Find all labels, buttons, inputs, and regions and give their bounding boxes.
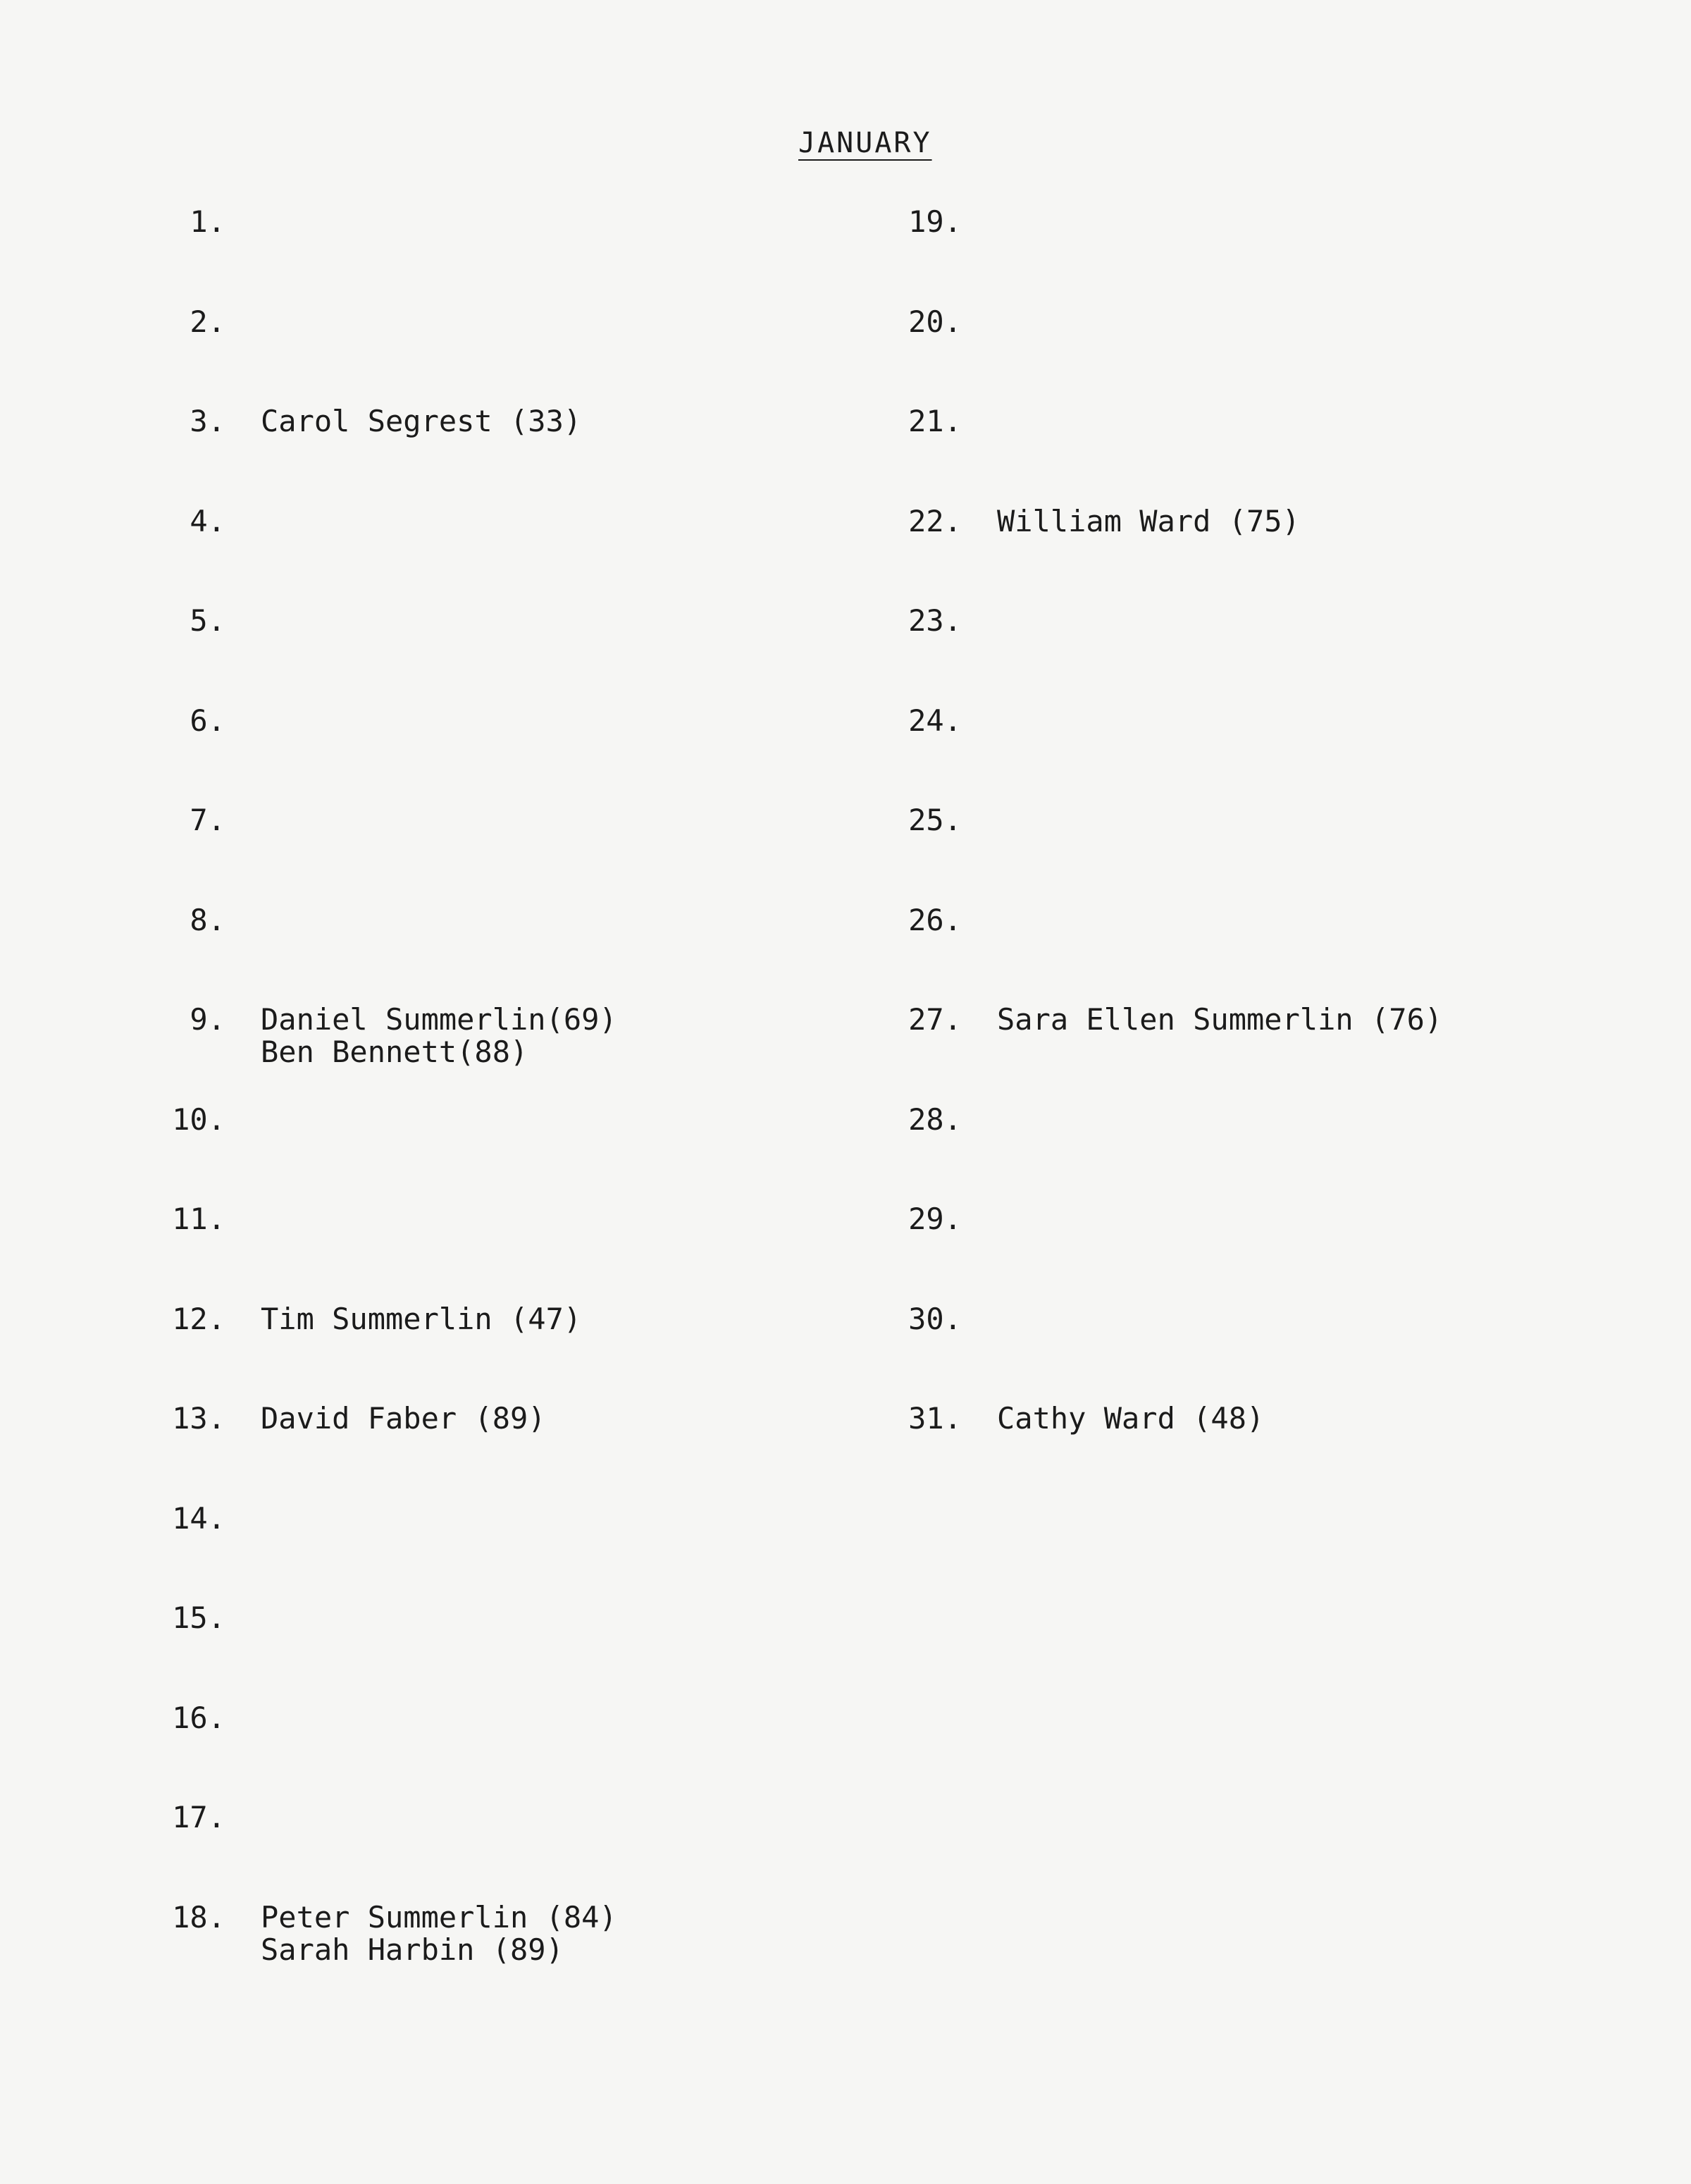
right-column bbox=[877, 206, 1652, 1503]
date-entry bbox=[141, 1104, 846, 1204]
date-entry bbox=[141, 605, 846, 705]
person-name: Ben Bennett(88) bbox=[261, 1035, 528, 1069]
date-entry bbox=[141, 904, 846, 1004]
date-entry bbox=[877, 705, 1652, 805]
date-entry bbox=[141, 1602, 846, 1702]
person-name: William Ward (75) bbox=[997, 503, 1300, 538]
date-entry bbox=[877, 505, 1652, 605]
birthday-names bbox=[261, 1303, 581, 1335]
day-number: 9. bbox=[190, 1002, 225, 1037]
day-number: 18. bbox=[172, 1899, 225, 1935]
date-entry bbox=[141, 306, 846, 406]
person-name: Daniel Summerlin(69) bbox=[261, 1002, 617, 1037]
date-entry bbox=[877, 405, 1652, 505]
person-name: Tim Summerlin (47) bbox=[261, 1301, 582, 1336]
day-number: 15. bbox=[172, 1600, 225, 1635]
date-entry bbox=[877, 1004, 1652, 1104]
birthday-names bbox=[261, 405, 581, 438]
date-entry bbox=[141, 705, 846, 805]
day-number: 4. bbox=[190, 503, 225, 538]
person-name: David Faber (89) bbox=[261, 1401, 546, 1436]
birthday-names bbox=[261, 1402, 546, 1435]
date-entry bbox=[877, 1303, 1652, 1403]
day-number: 27. bbox=[908, 1002, 962, 1037]
person-name: Peter Summerlin (84) bbox=[261, 1899, 617, 1935]
day-number: 19. bbox=[908, 204, 962, 239]
date-entry bbox=[141, 1702, 846, 1802]
birthday-names bbox=[261, 1901, 617, 1966]
birthday-names bbox=[997, 1402, 1264, 1435]
day-number: 28. bbox=[908, 1102, 962, 1137]
day-number: 29. bbox=[908, 1202, 962, 1236]
page-title: JANUARY bbox=[798, 127, 932, 159]
day-number: 11. bbox=[172, 1202, 225, 1236]
day-number: 14. bbox=[172, 1500, 225, 1536]
day-number: 1. bbox=[190, 204, 225, 239]
date-entry bbox=[877, 1104, 1652, 1204]
date-entry bbox=[877, 904, 1652, 1004]
day-number: 13. bbox=[172, 1401, 225, 1436]
day-number: 2. bbox=[190, 304, 225, 339]
date-entry bbox=[877, 306, 1652, 406]
date-entry bbox=[877, 206, 1652, 306]
birthday-names bbox=[997, 1004, 1442, 1036]
date-entry bbox=[141, 1402, 846, 1503]
date-entry bbox=[141, 1500, 846, 1603]
birthday-names bbox=[997, 505, 1300, 538]
day-number: 22. bbox=[908, 503, 962, 538]
day-number: 7. bbox=[190, 803, 225, 837]
day-number: 24. bbox=[908, 703, 962, 738]
day-number: 3. bbox=[190, 404, 225, 438]
date-entry bbox=[141, 1004, 846, 1104]
day-number: 23. bbox=[908, 603, 962, 638]
date-entry bbox=[141, 505, 846, 605]
date-entry bbox=[141, 405, 846, 505]
day-number: 20. bbox=[908, 304, 962, 339]
left-column bbox=[141, 206, 846, 2001]
date-entry bbox=[877, 1402, 1652, 1503]
date-entry bbox=[877, 1203, 1652, 1303]
day-number: 5. bbox=[190, 603, 225, 638]
day-number: 10. bbox=[172, 1102, 225, 1137]
person-name: Sarah Harbin (89) bbox=[261, 1932, 564, 1967]
date-entry bbox=[141, 804, 846, 904]
day-number: 30. bbox=[908, 1301, 962, 1336]
day-number: 17. bbox=[172, 1800, 225, 1834]
day-number: 31. bbox=[908, 1401, 962, 1436]
day-number: 26. bbox=[908, 902, 962, 937]
day-number: 6. bbox=[190, 703, 225, 738]
day-number: 25. bbox=[908, 803, 962, 837]
day-number: 16. bbox=[172, 1700, 225, 1735]
date-entry bbox=[877, 605, 1652, 705]
person-name: Sara Ellen Summerlin (76) bbox=[997, 1002, 1443, 1037]
person-name: Carol Segrest (33) bbox=[261, 404, 582, 438]
person-name: Cathy Ward (48) bbox=[997, 1401, 1265, 1436]
date-entry bbox=[877, 804, 1652, 904]
day-number: 21. bbox=[908, 404, 962, 438]
day-number: 12. bbox=[172, 1301, 225, 1336]
date-entry bbox=[141, 1303, 846, 1403]
date-entry bbox=[141, 1203, 846, 1303]
date-entry bbox=[141, 206, 846, 306]
day-number: 8. bbox=[190, 902, 225, 937]
birthday-names bbox=[261, 1004, 617, 1068]
date-entry bbox=[141, 1901, 846, 2001]
date-entry bbox=[141, 1801, 846, 1901]
